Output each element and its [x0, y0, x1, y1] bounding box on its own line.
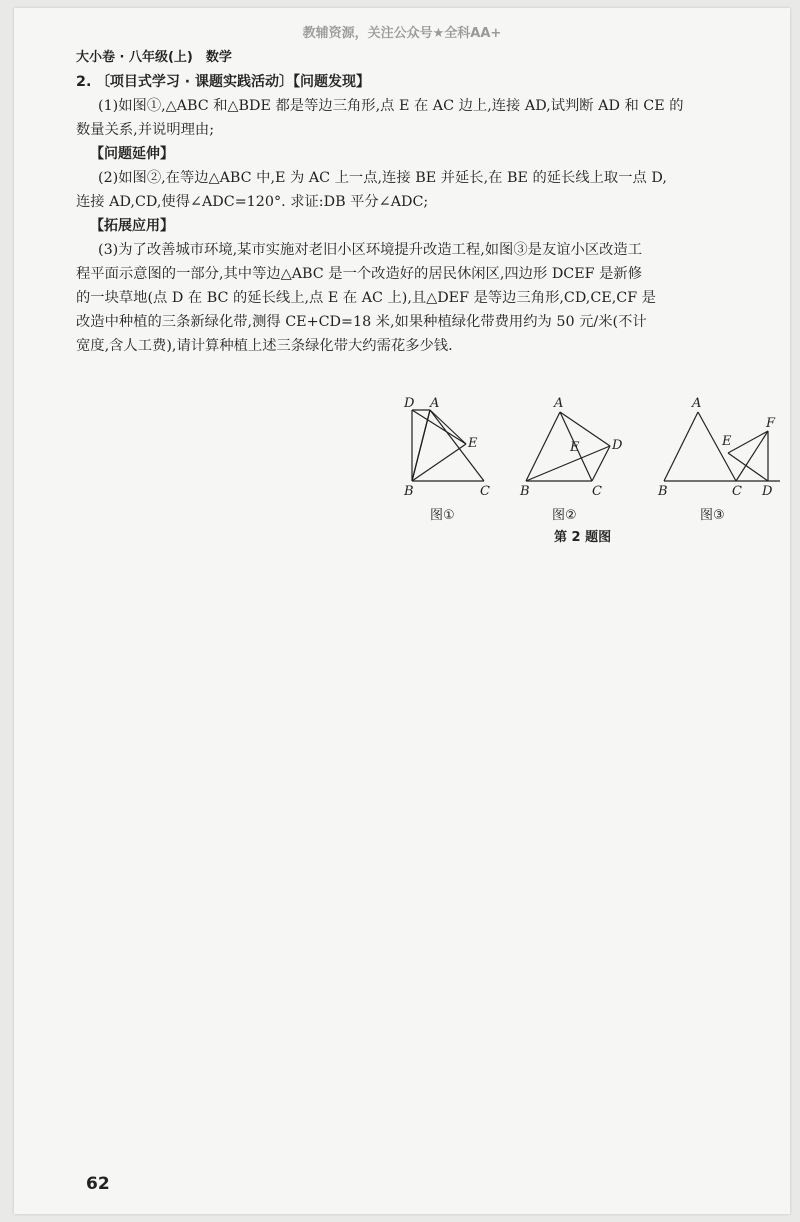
fig1-label-e: E — [468, 436, 478, 451]
problem-header — [76, 70, 766, 94]
part3-line: 宽度,含人工费),请计算种植上述三条绿化带大约需花多少钱. — [76, 338, 453, 354]
section-heading: 【问题延伸】 — [90, 146, 174, 162]
fig3-caption: 图③ — [700, 508, 725, 523]
fig3-label-a: A — [692, 396, 702, 411]
fig2-label-c: C — [592, 484, 602, 499]
part1-line: 数量关系,并说明理由; — [76, 122, 215, 138]
figure-title: 第 2 题图 — [554, 530, 612, 545]
part3-line: (3)为了改善城市环境,某市实施对老旧小区环境提升改造工程,如图③是友谊小区改造工 — [98, 242, 643, 258]
part1-line: (1)如图①,△ABC 和△BDE 都是等边三角形,点 E 在 AC 边上,连接 AD,试判断 AD 和 CE 的 — [98, 98, 684, 114]
part2-line: 连接 AD,CD,使得∠ADC=120°. 求证:DB 平分∠ADC; — [76, 194, 429, 210]
fig2-label-a: A — [554, 396, 564, 411]
fig3-label-f: F — [766, 416, 776, 431]
part3-line: 程平面示意图的一部分,其中等边△ABC 是一个改造好的居民休闲区,四边形 DCEF 是新修 — [76, 266, 643, 282]
watermark: 教辅资源，关注公众号★全科AA+ — [302, 26, 502, 41]
problem-tag: 〔项目式学习 · 课题实践活动〕【问题发现】 — [95, 74, 371, 90]
part3-line: 改造中种植的三条新绿化带,测得 CE+CD=18 米,如果种植绿化带费用约为 50 元/米(不计 — [76, 314, 647, 330]
running-head: 大小卷 · 八年级(上) 数学 — [76, 50, 232, 65]
page — [14, 8, 790, 1214]
figure-2 — [526, 412, 610, 481]
problem-2 — [76, 70, 766, 358]
fig3-label-e: E — [722, 434, 732, 449]
part3-line: 的一块草地(点 D 在 BC 的延长线上,点 E 在 AC 上),且△DEF 是等边三角形,CD,CE,CF 是 — [76, 290, 656, 306]
page-number: 62 — [86, 1174, 110, 1194]
fig1-label-d: D — [404, 396, 415, 411]
fig1-caption: 图① — [430, 508, 455, 523]
fig1-label-b: B — [404, 484, 414, 499]
fig2-label-b: B — [520, 484, 530, 499]
fig1-label-a: A — [430, 396, 440, 411]
fig1-label-c: C — [480, 484, 490, 499]
fig3-label-b: B — [658, 484, 668, 499]
fig3-label-d: D — [762, 484, 773, 499]
fig2-label-d: D — [612, 438, 623, 453]
figures — [384, 396, 794, 556]
part2-line: (2)如图②,在等边△ABC 中,E 为 AC 上一点,连接 BE 并延长,在 BE 的延长线上取一点 D, — [98, 170, 667, 186]
fig3-label-c: C — [732, 484, 742, 499]
fig2-label-e: E — [570, 440, 580, 455]
fig2-caption: 图② — [552, 508, 577, 523]
problem-number: 2. — [76, 74, 92, 90]
section-heading: 【拓展应用】 — [90, 218, 174, 234]
